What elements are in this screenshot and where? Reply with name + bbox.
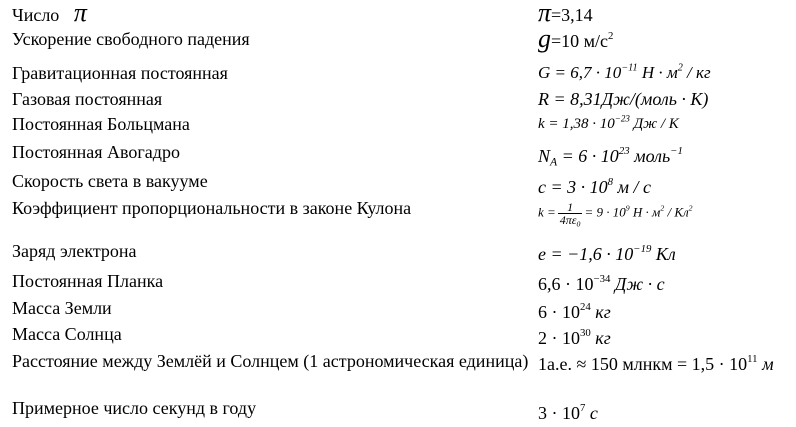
constant-name: Гравитационная постоянная xyxy=(12,63,228,83)
constant-value: $k = 1,38 \cdot 10^{-23}$ Дж / К xyxy=(538,113,679,132)
constant-value: $6 \cdot 10^{24}$ кг xyxy=(538,300,611,322)
constant-name: Коэффициент пропорциональности в законе Кулона xyxy=(12,198,412,218)
constant-value: 1а.е. ≈ 150 млнкм = $1,5 \cdot 10^{11}$ м xyxy=(538,352,774,374)
constant-value: $6,6 \cdot 10^{-34}$ Дж · с xyxy=(538,272,665,294)
constant-name: Газовая постоянная xyxy=(12,89,163,109)
constant-value: k = $\frac{1}{4\pi\varepsilon_0}$ = $9 \cdot 10^9$ $Н \cdot м^2 / Кл^2$ xyxy=(538,200,693,229)
fraction: $\frac{1}{4\pi\varepsilon_0}$ xyxy=(559,200,581,229)
pi-symbol: π xyxy=(73,0,87,27)
constant-name: Постоянная Авогадро xyxy=(12,142,180,162)
constant-value: $N_A = 6 \cdot 10^{23}$ моль$^{-1}$ xyxy=(538,144,683,169)
constant-value: $e = -1,6 \cdot 10^{-19}$ Кл xyxy=(538,242,676,264)
constant-value: R = 8,31Дж/(моль · К) xyxy=(538,89,709,109)
constant-value: g=10 $м/с^2$ xyxy=(538,24,614,53)
constant-name: Постоянная Планка xyxy=(12,271,164,291)
constant-name: Масса Солнца xyxy=(12,324,122,344)
constant-name: Скорость света в вакууме xyxy=(12,171,208,191)
constant-name: Примерное число секунд в году xyxy=(12,398,257,418)
constant-name: Постоянная Больцмана xyxy=(12,114,190,134)
constant-name: Ускорение свободного падения xyxy=(12,29,250,49)
constant-value: $G = 6,7 \cdot 10^{-11}$ $Н \cdot м^2$ / кг xyxy=(538,62,711,82)
constant-name: Расстояние между Землёй и Солнцем (1 астрономическая единица) xyxy=(12,351,529,371)
constant-name: Заряд электрона xyxy=(12,241,137,261)
constant-name: Число π xyxy=(12,0,87,27)
constant-value: $2 \cdot 10^{30}$ кг xyxy=(538,326,611,348)
constant-value: $c = 3 \cdot 10^8$ м / с xyxy=(538,175,652,197)
constant-value: π=3,14 xyxy=(538,0,593,27)
constant-name: Масса Земли xyxy=(12,298,112,318)
constant-value: $3 \cdot 10^7$ с xyxy=(538,401,598,423)
